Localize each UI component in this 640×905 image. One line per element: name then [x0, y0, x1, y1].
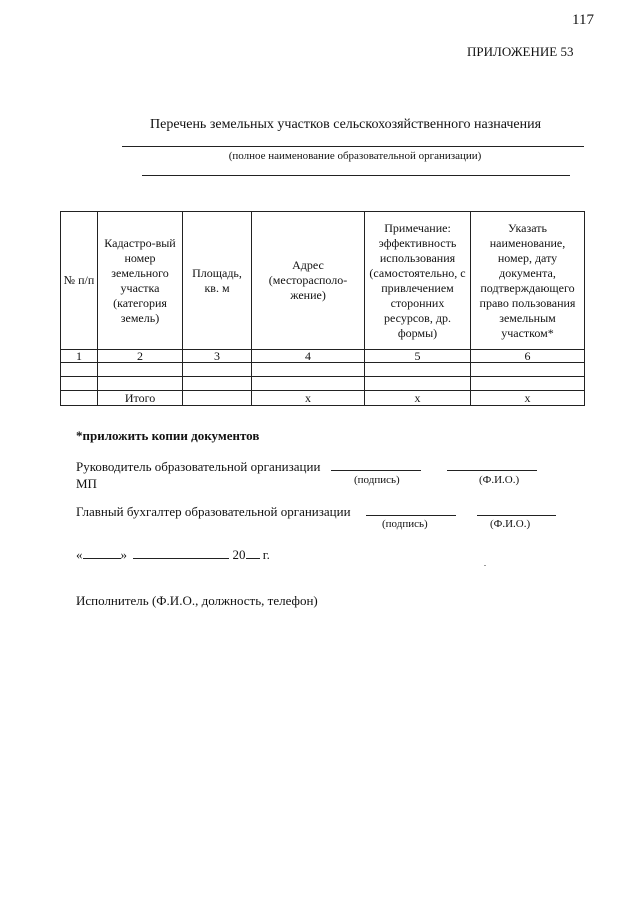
total-label: Итого — [98, 391, 183, 406]
column-number: 6 — [471, 350, 585, 363]
accountant-signature-line — [366, 515, 456, 516]
table-cell — [61, 363, 98, 377]
head-signature-line — [331, 470, 421, 471]
table-cell — [183, 363, 252, 377]
table-cell — [252, 377, 365, 391]
accountant-fio-line — [477, 515, 556, 516]
date-month-blank — [133, 558, 229, 559]
table-cell — [471, 377, 585, 391]
col-header-document: Указать наименование, номер, дату документа, подтверждающего право пользования земельным участком* — [471, 212, 585, 350]
date-year-prefix: 20 — [232, 547, 246, 562]
head-signature-caption: (подпись) — [354, 474, 400, 486]
table-cell — [61, 377, 98, 391]
accountant-fio-caption: (Ф.И.О.) — [490, 518, 531, 530]
head-fio-caption: (Ф.И.О.) — [479, 474, 520, 486]
executor-label: Исполнитель (Ф.И.О., должность, телефон) — [76, 593, 318, 608]
table-row — [61, 363, 585, 377]
date-day-blank — [83, 558, 121, 559]
table-cell — [471, 363, 585, 377]
column-number: 4 — [252, 350, 365, 363]
date-year-blank — [246, 558, 260, 559]
column-number: 2 — [98, 350, 183, 363]
table-cell — [98, 363, 183, 377]
col-header-number: № п/п — [61, 212, 98, 350]
org-name-caption: (полное наименование образовательной организации) — [228, 150, 482, 162]
column-number: 3 — [183, 350, 252, 363]
appendix-label: ПРИЛОЖЕНИЕ 53 — [467, 44, 574, 59]
scan-speck — [484, 565, 486, 566]
col-header-address: Адрес (месторасполо-жение) — [252, 212, 365, 350]
date-line — [76, 547, 270, 563]
page-number: 117 — [572, 12, 594, 28]
column-number: 5 — [365, 350, 471, 363]
total-cell: x — [252, 391, 365, 406]
table-cell — [183, 377, 252, 391]
table-header-row — [61, 212, 585, 350]
total-cell — [61, 391, 98, 406]
col-header-note: Примечание: эффективность использования (самостоятельно, с привлечением сторонних ресурсов, др. формы) — [365, 212, 471, 350]
total-cell: x — [471, 391, 585, 406]
total-row — [61, 391, 585, 406]
table-cell — [365, 377, 471, 391]
total-cell: x — [365, 391, 471, 406]
accountant-signature-caption: (подпись) — [382, 518, 428, 530]
col-header-cadastral: Кадастро-вый номер земельного участка (категория земель) — [98, 212, 183, 350]
head-signature-label: Руководитель образовательной организации — [76, 459, 321, 474]
table-cell — [98, 377, 183, 391]
org-name-line-bottom — [142, 175, 570, 176]
org-name-line-top — [122, 146, 584, 147]
accountant-signature-label: Главный бухгалтер образовательной организации — [76, 504, 351, 519]
column-number: 1 — [61, 350, 98, 363]
table-cell — [365, 363, 471, 377]
seal-mark: МП — [76, 476, 97, 491]
land-plots-table — [60, 211, 585, 406]
date-year-suffix: г. — [262, 547, 270, 562]
date-quote-close: » — [120, 547, 127, 562]
total-cell — [183, 391, 252, 406]
head-fio-line — [447, 470, 537, 471]
document-title: Перечень земельных участков сельскохозяйственного назначения — [150, 117, 542, 132]
table-row — [61, 377, 585, 391]
attachment-note: *приложить копии документов — [76, 428, 260, 443]
column-number-row — [61, 350, 585, 363]
col-header-area: Площадь, кв. м — [183, 212, 252, 350]
date-quote-open: « — [76, 547, 83, 562]
table-cell — [252, 363, 365, 377]
